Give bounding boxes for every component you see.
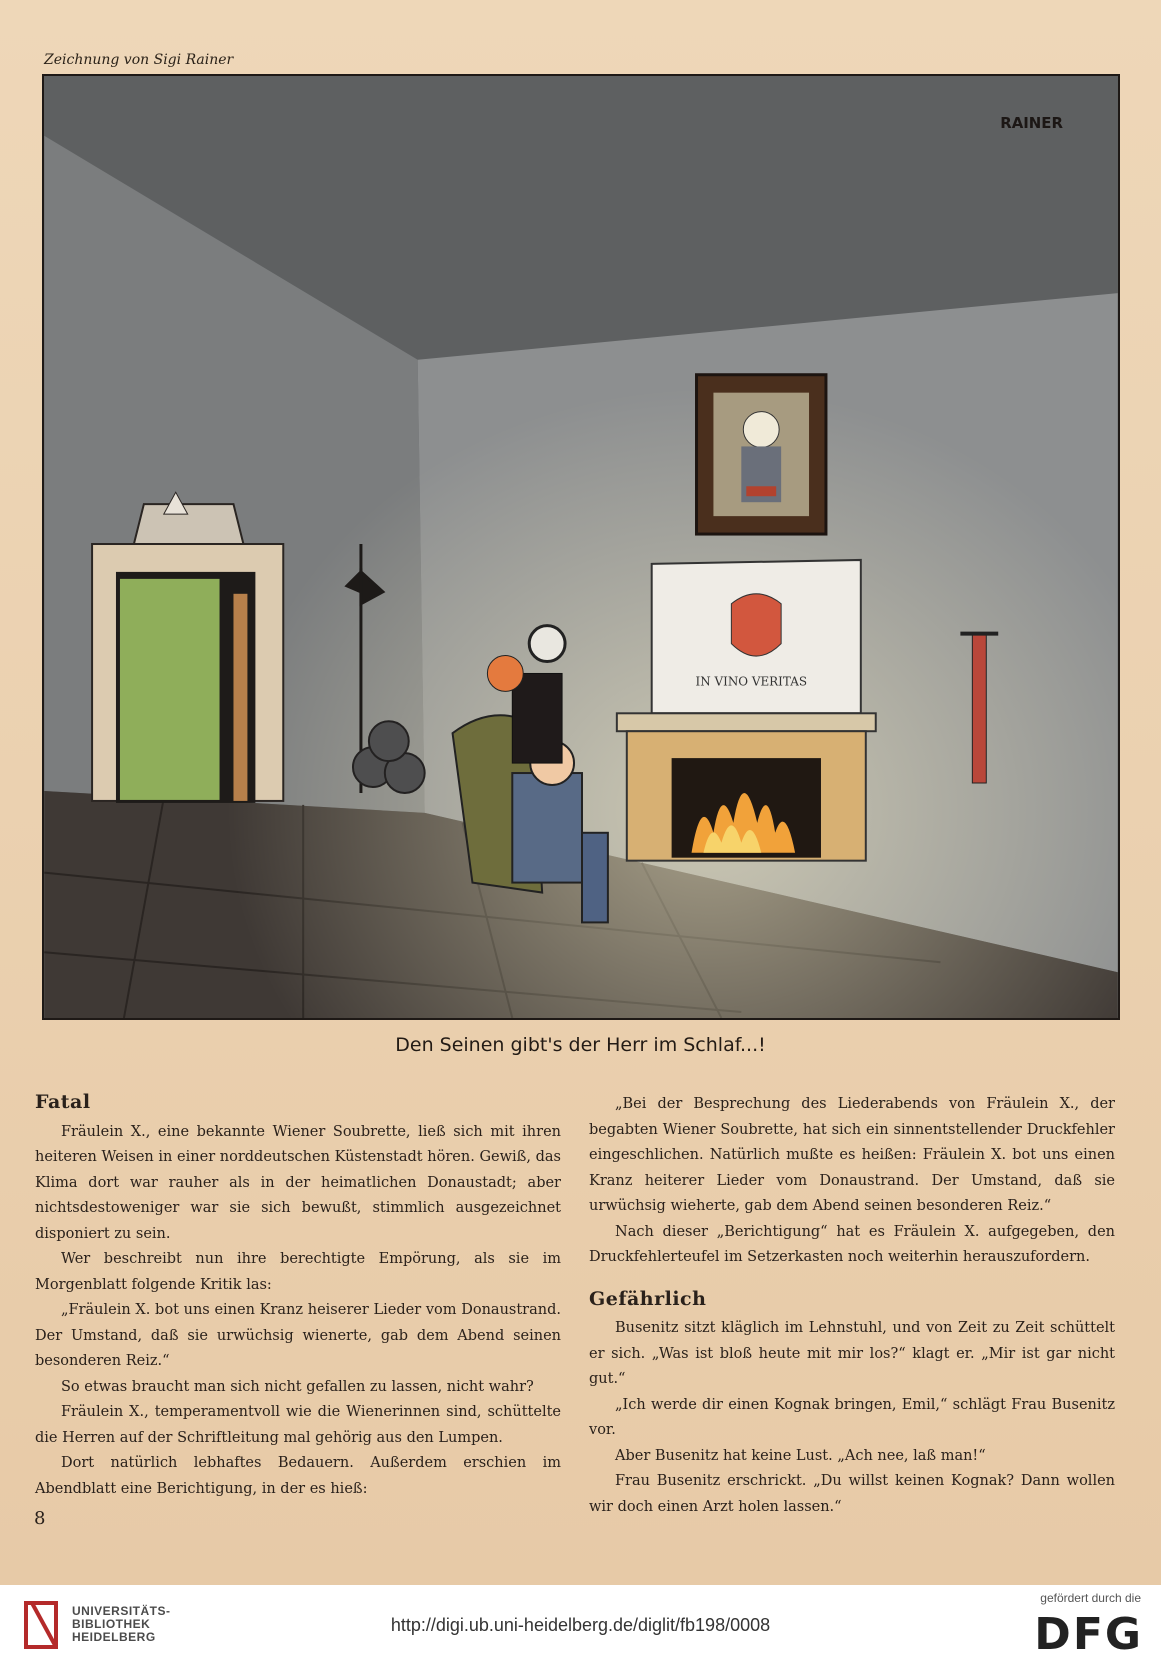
wall-portrait [697,375,826,534]
paragraph: So etwas braucht man sich nicht gefallen zu lassen, nicht wahr? [61,1378,534,1395]
coat-of-arms-board [652,560,861,713]
right-column [589,1092,1115,1520]
left-column [35,1090,561,1502]
paragraph: Dort natürlich lebhaftes Bedauern. Außerdem erschien im Abendblatt eine Berichtigung, in der es hieß: [35,1455,561,1497]
institution-line: UNIVERSITÄTS- [72,1604,171,1618]
vino-veritas-banner: IN VINO VERITAS [695,674,808,689]
funding-note: gefördert durch die [1040,1591,1141,1605]
institution-line: HEIDELBERG [72,1630,156,1644]
cartoon-illustration [42,74,1120,1020]
paragraph: „Fräulein X. bot uns einen Kranz heiserer Lieder vom Donaustrand. Der Umstand, daß sie urwüchsig wienerte, gab dem Abend seinen besonderen Reiz.“ [35,1302,561,1369]
paragraph: Fräulein X., eine bekannte Wiener Soubrette, ließ sich mit ihren heiteren Weisen in einer norddeutschen Küstenstadt hören. Gewiß, das Klima dort war rauher als in der heimatlichen Donaustadt; aber nichtsdestoweniger war sie sich bewußt, stimmlich ausgezeichnet disponiert zu sein. [35,1123,561,1242]
artist-signature: RAINER [1000,113,1063,132]
article-heading-fatal: Fatal [35,1091,91,1113]
illustration-caption: Den Seinen gibt's der Herr im Schlaf...! [395,1034,766,1056]
paragraph: „Ich werde dir einen Kognak bringen, Emil,“ schlägt Frau Busenitz vor. [589,1396,1115,1438]
page-number: 8 [34,1508,46,1529]
institution-line: BIBLIOTHEK [72,1617,151,1631]
article-heading-gefaehrlich: Gefährlich [589,1287,707,1310]
paragraph: Nach dieser „Berichtigung“ hat es Fräulein X. aufgegeben, den Druckfehlerteufel im Setzerkasten noch weiterhin herauszufordern. [589,1223,1115,1265]
paragraph: Frau Busenitz erschrickt. „Du willst keinen Kognak? Dann wollen wir doch einen Arzt holen lassen.“ [589,1473,1115,1515]
digitization-footer [0,1585,1161,1668]
dfg-logo: DFG [1034,1609,1143,1660]
paragraph: Wer beschreibt nun ihre berechtigte Empörung, als sie im Morgenblatt folgende Kritik las: [35,1251,561,1293]
paragraph: Aber Busenitz hat keine Lust. „Ach nee, laß man!“ [615,1447,986,1464]
illustration-credit: Zeichnung von Sigi Rainer [44,52,234,68]
paragraph: „Bei der Besprechung des Liederabends von Fräulein X., der begabten Wiener Soubrette, hat sich ein sinnentstellender Druckfehler eingeschlichen. Natürlich mußte es heißen: Fräulein X. bot uns einen Kranz heiterer Lieder vom Donaustrand. Der Umstand, daß sie urwüchsig wieherte, gab dem Abend seinen besonderen Reiz.“ [589,1096,1115,1214]
paragraph: Busenitz sitzt kläglich im Lehnstuhl, und von Zeit zu Zeit schüttelt er sich. „Was ist bloß heute mit mir los?“ klagt er. „Mir ist gar nicht gut.“ [589,1320,1115,1387]
paragraph: Fräulein X., temperamentvoll wie die Wienerinnen sind, schüttelte die Herren auf der Schriftleitung mal gehörig aus den Lumpen. [35,1404,561,1446]
digital-copy-link[interactable]: http://digi.ub.uni-heidelberg.de/diglit/fb198/0008 [390,1615,771,1635]
fireplace [617,713,876,860]
